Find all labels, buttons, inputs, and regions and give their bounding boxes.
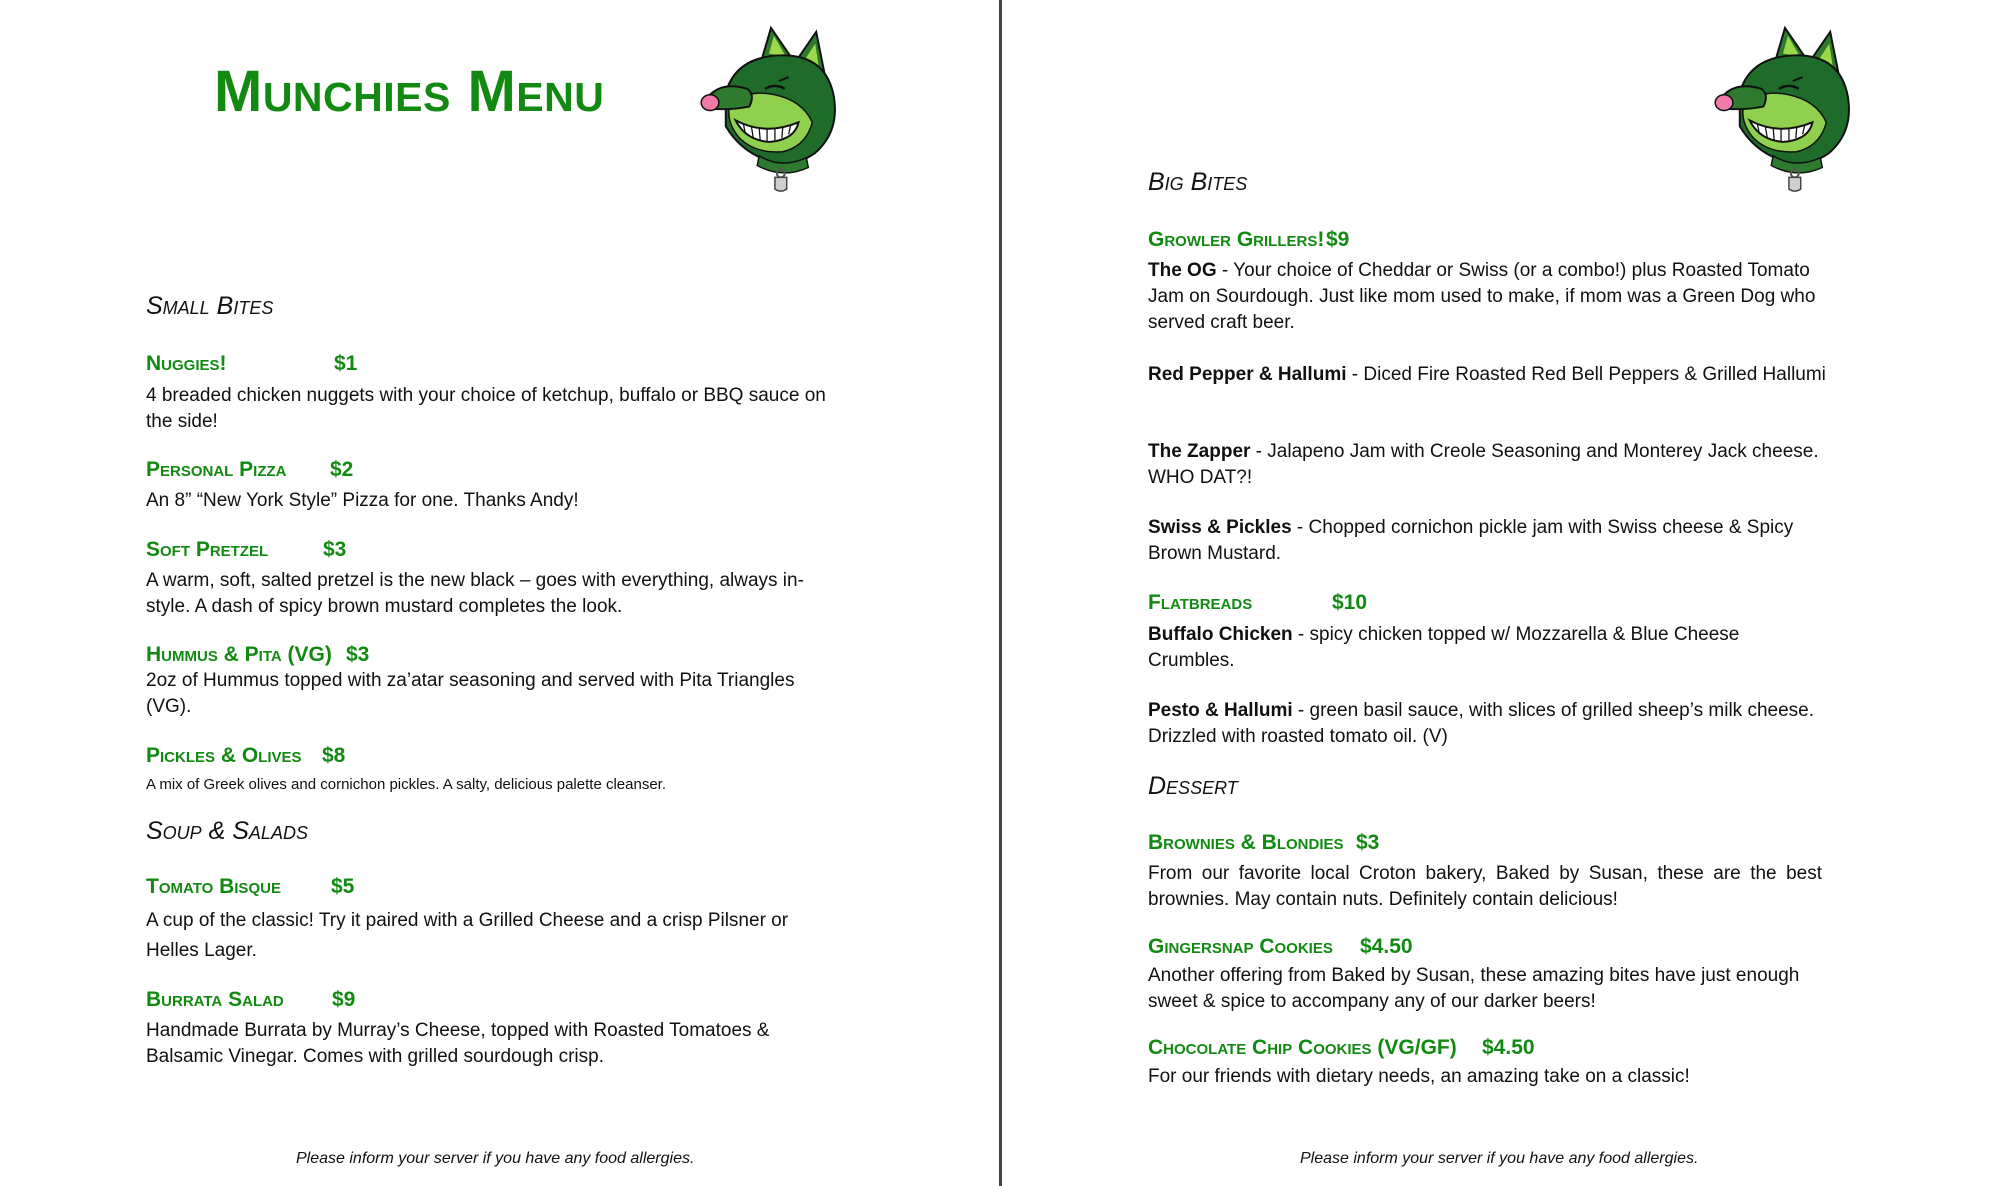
menu-item-name: Soft Pretzel $3 <box>146 538 347 561</box>
menu-item-price: $2 <box>330 458 354 481</box>
variant-name: The Zapper <box>1148 441 1251 462</box>
allergy-footer-note: Please inform your server if you have any food allergies. <box>296 1150 695 1167</box>
menu-item-name: Tomato Bisque $5 <box>146 875 355 898</box>
menu-item-description <box>1148 439 1828 491</box>
menu-item-name: Hummus & Pita (VG) $3 <box>146 643 370 666</box>
variant-description: - Diced Fire Roasted Red Bell Peppers & Grilled Hallumi <box>1346 364 1826 385</box>
variant-name: Buffalo Chicken <box>1148 624 1293 645</box>
variant-name: The OG <box>1148 260 1217 281</box>
menu-item-name: Gingersnap Cookies $4.50 <box>1148 935 1413 958</box>
variant-description: - spicy chicken topped w/ Mozzarella & Blue Cheese Crumbles. <box>1148 624 1740 671</box>
menu-item-price: $8 <box>322 744 346 767</box>
variant-description: - Chopped cornichon pickle jam with Swiss cheese & Spicy Brown Mustard. <box>1148 517 1794 564</box>
menu-item-price: $3 <box>346 643 370 666</box>
green-dog-mascot-icon <box>690 24 850 196</box>
menu-item-description: A cup of the classic! Try it paired with a Grilled Cheese and a crisp Pilsner or Helles Lager. <box>146 910 789 961</box>
allergy-footer-note: Please inform your server if you have any food allergies. <box>1300 1150 1699 1167</box>
menu-item-name: Flatbreads $10 <box>1148 591 1368 614</box>
variant-description: - Jalapeno Jam with Creole Seasoning and Monterey Jack cheese. WHO DAT?! <box>1148 441 1819 488</box>
menu-item-description: Another offering from Baked by Susan, these amazing bites have just enough sweet & spice to accompany any of our darker beers! <box>1148 965 1800 1012</box>
menu-item-name: Brownies & Blondies $3 <box>1148 831 1380 854</box>
page-divider <box>999 0 1002 1186</box>
variant-name: Red Pepper & Hallumi <box>1148 364 1347 385</box>
menu-item-price: $5 <box>331 875 355 898</box>
menu-item-description: Handmade Burrata by Murray’s Cheese, topped with Roasted Tomatoes & Balsamic Vinegar. Comes with grilled sourdough crisp. <box>146 1020 770 1067</box>
green-dog-mascot-icon <box>1704 24 1864 196</box>
section-heading-small-bites: Small Bites <box>146 292 274 320</box>
menu-item-name: Chocolate Chip Cookies (VG/GF) $4.50 <box>1148 1036 1535 1059</box>
menu-item-price: $3 <box>1356 831 1380 854</box>
menu-item-name: Growler Grillers! $9 <box>1148 228 1350 251</box>
menu-item-name: Nuggies! $1 <box>146 352 358 375</box>
menu-item-description <box>1148 622 1828 674</box>
menu-item-description <box>1148 258 1828 336</box>
menu-item-description: An 8” “New York Style” Pizza for one. Thanks Andy! <box>146 490 579 511</box>
menu-item-description <box>1148 362 1828 388</box>
menu-page-right <box>1004 0 2000 1186</box>
variant-description: - green basil sauce, with slices of grilled sheep’s milk cheese. Drizzled with roasted tomato oil. (V) <box>1148 700 1814 747</box>
menu-item-name: Burrata Salad $9 <box>146 988 356 1011</box>
menu-item-description: For our friends with dietary needs, an amazing take on a classic! <box>1148 1066 1690 1087</box>
menu-item-description: A warm, soft, salted pretzel is the new black – goes with everything, always in-style. A dash of spicy brown mustard completes the look. <box>146 570 804 617</box>
menu-item-name: Pickles & Olives $8 <box>146 744 346 767</box>
menu-item-name: Personal Pizza $2 <box>146 458 354 481</box>
variant-description: - Your choice of Cheddar or Swiss (or a combo!) plus Roasted Tomato Jam on Sourdough. Just like mom used to make, if mom was a Green Dog who served craft beer. <box>1148 260 1816 333</box>
variant-name: Swiss & Pickles <box>1148 517 1292 538</box>
variant-name: Pesto & Hallumi <box>1148 700 1293 721</box>
menu-item-description: 4 breaded chicken nuggets with your choice of ketchup, buffalo or BBQ sauce on the side! <box>146 385 826 432</box>
menu-item-price: $4.50 <box>1360 935 1413 958</box>
menu-item-description: From our favorite local Croton bakery, Baked by Susan, these are the best brownies. May contain nuts. Definitely contain delicious! <box>1148 863 1822 910</box>
section-heading-dessert: Dessert <box>1148 772 1238 800</box>
menu-item-description <box>1148 515 1828 567</box>
section-heading-big-bites: Big Bites <box>1148 168 1248 196</box>
menu-item-price: $9 <box>1326 228 1350 251</box>
menu-item-price: $4.50 <box>1482 1036 1535 1059</box>
menu-item-price: $9 <box>332 988 356 1011</box>
menu-item-description <box>1148 698 1838 750</box>
menu-item-price: $3 <box>323 538 347 561</box>
menu-item-price: $10 <box>1332 591 1368 614</box>
menu-item-price: $1 <box>334 352 358 375</box>
menu-item-description: A mix of Greek olives and cornichon pickles. A salty, delicious palette cleanser. <box>146 776 666 793</box>
section-heading-soup-salads: Soup & Salads <box>146 817 308 845</box>
menu-item-description: 2oz of Hummus topped with za’atar seasoning and served with Pita Triangles (VG). <box>146 670 795 717</box>
menu-title: Munchies Menu <box>214 59 605 124</box>
